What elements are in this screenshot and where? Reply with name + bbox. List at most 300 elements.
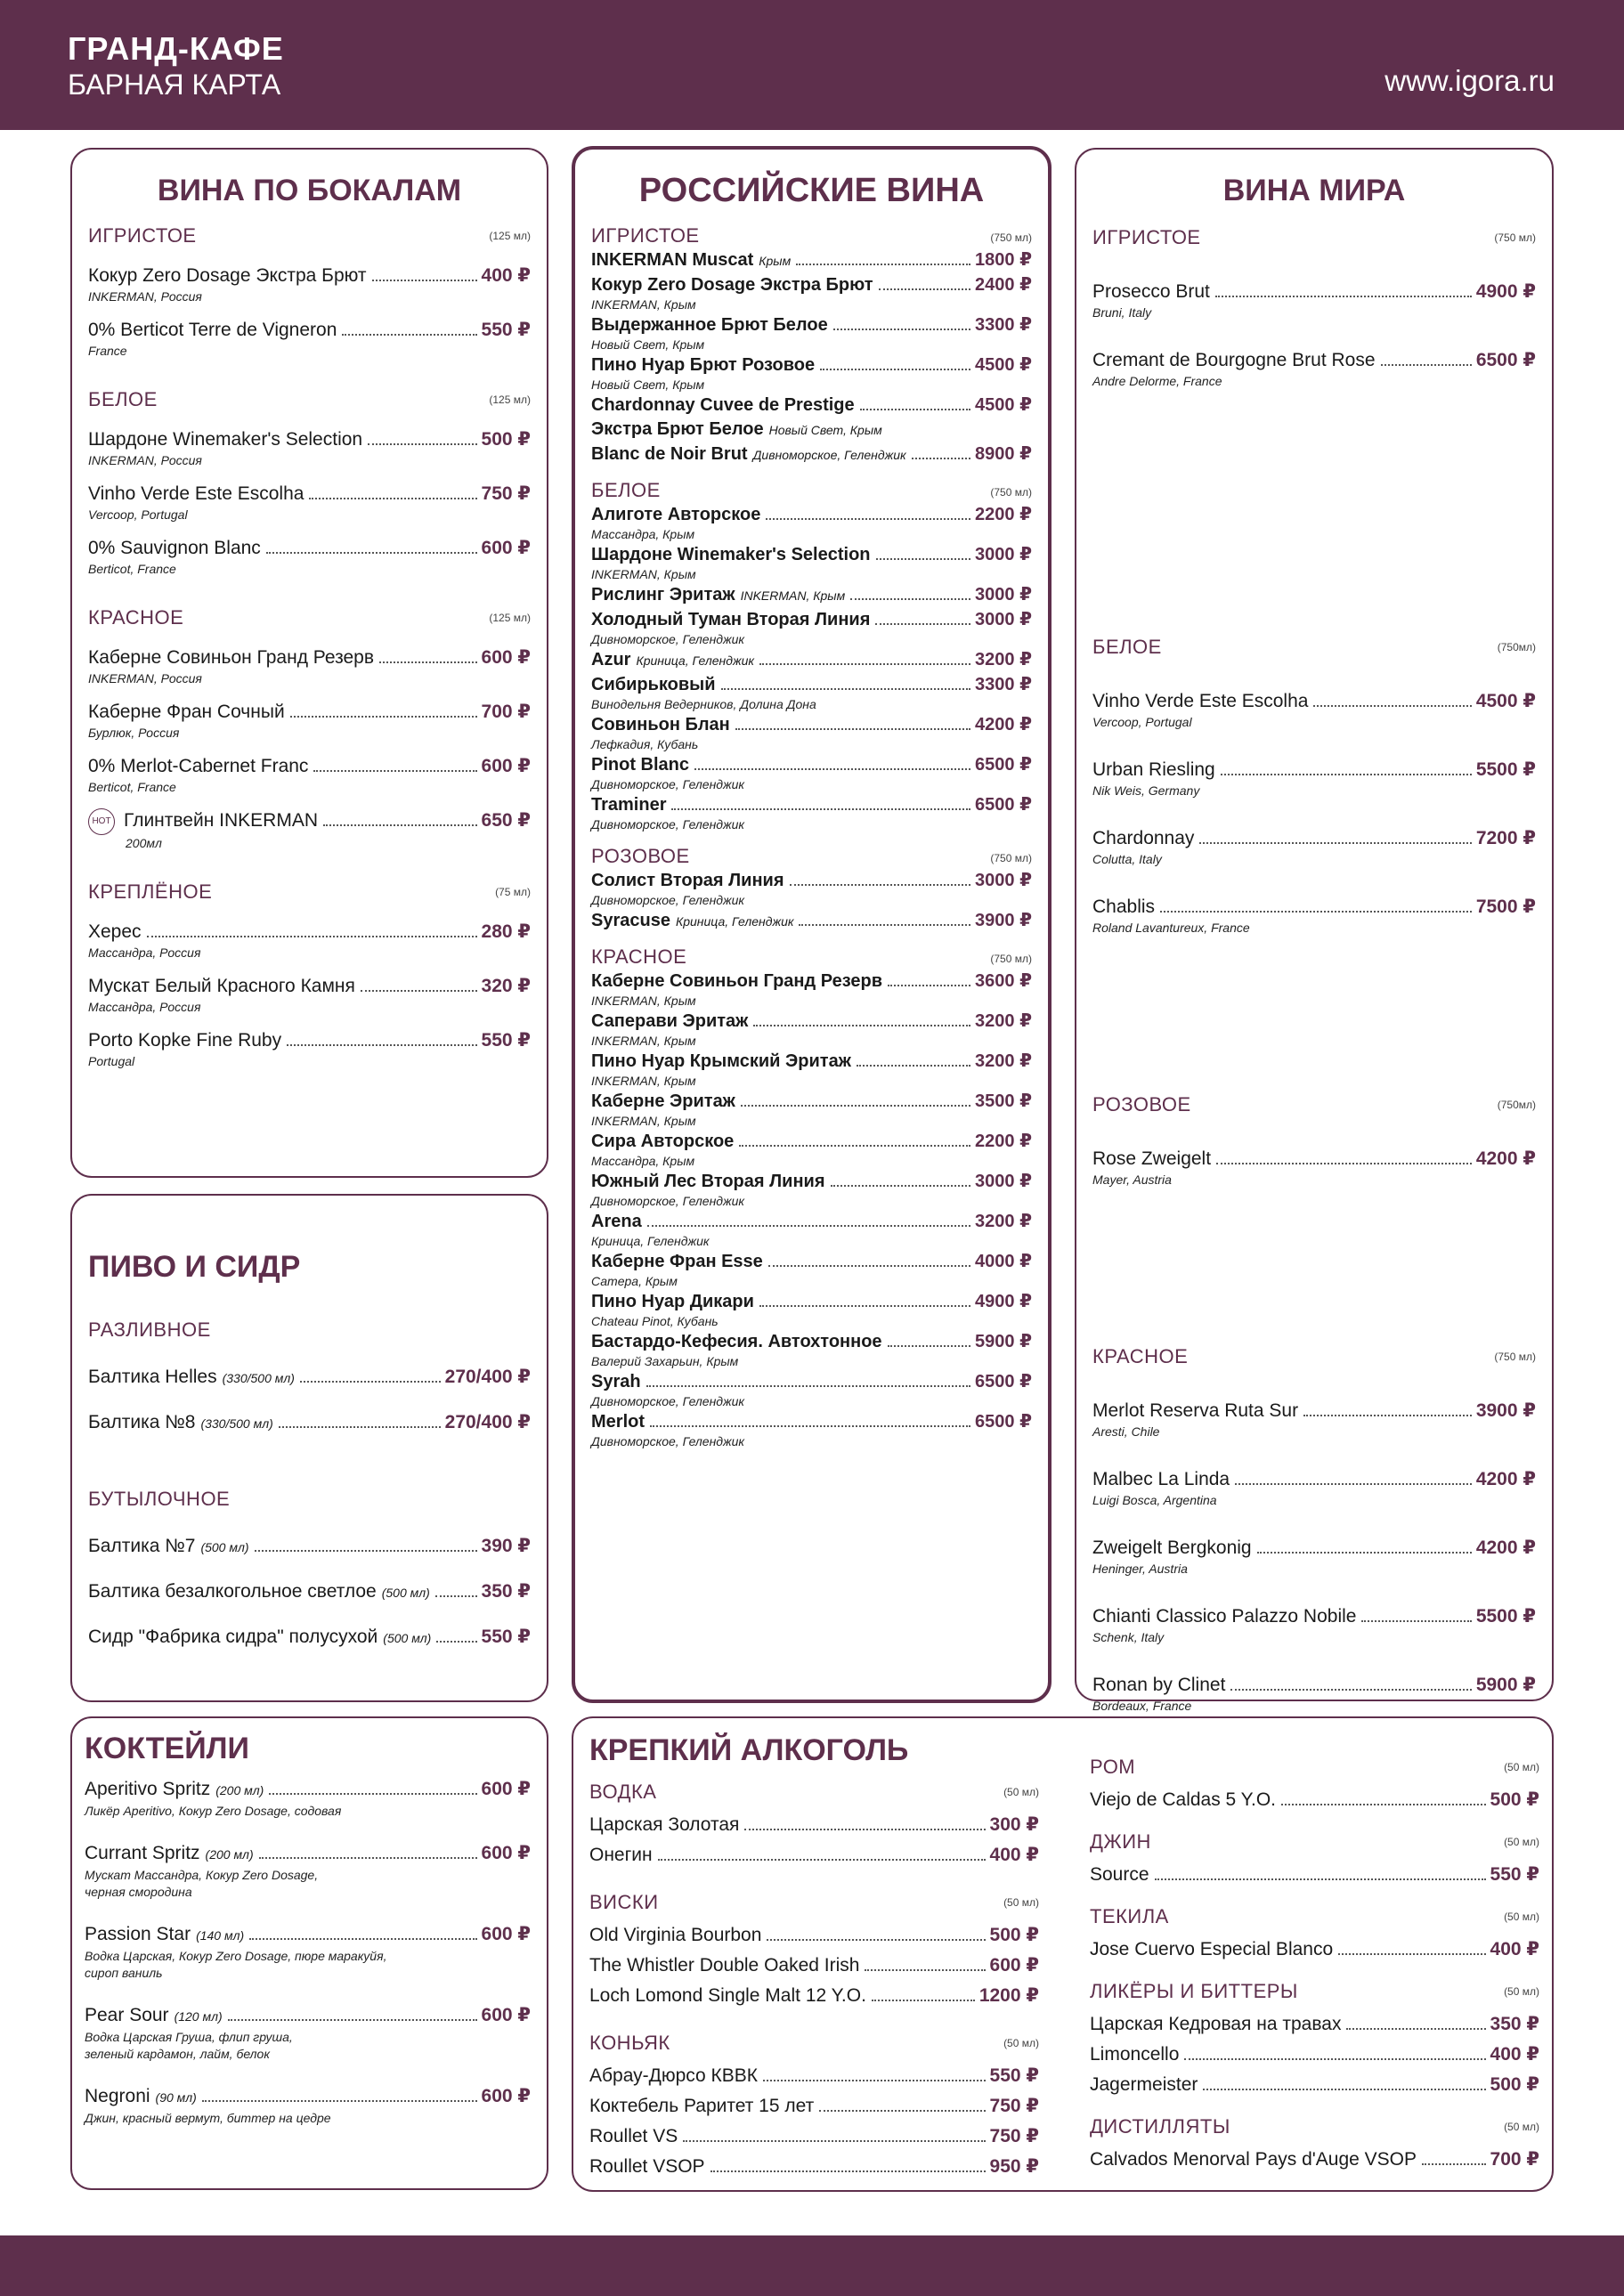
- dot-leader: [1216, 1163, 1472, 1164]
- dot-leader: [888, 1345, 970, 1347]
- item-line: [591, 353, 1032, 377]
- item-line: [591, 1410, 1032, 1433]
- menu-item: [88, 427, 531, 469]
- item-origin: INKERMAN, Крым: [591, 1114, 696, 1128]
- panel-title: ВИНА МИРА: [1222, 174, 1406, 207]
- item-name: Syrah: [591, 1372, 641, 1391]
- menu-item: [591, 1170, 1032, 1209]
- dot-leader: [147, 936, 477, 937]
- item-origin: Новый Свет, Крым: [591, 377, 705, 392]
- item-origin: INKERMAN, Россия: [88, 671, 202, 686]
- site-link[interactable]: www.igora.ru: [1384, 64, 1555, 97]
- item-price: 6500 ₽: [975, 755, 1032, 775]
- item-name: Calvados Menorval Pays d'Auge VSOP: [1090, 2149, 1417, 2170]
- item-price: 500 ₽: [481, 429, 531, 450]
- section-size: (50 мл): [1504, 2121, 1539, 2133]
- item-volume: (140 мл): [196, 1928, 245, 1943]
- section-name: КРЕПЛЁНОЕ: [88, 880, 213, 903]
- item-price: 4900 ₽: [1475, 281, 1536, 302]
- dot-leader: [646, 1385, 970, 1387]
- item-origin: INKERMAN, Крым: [591, 567, 696, 581]
- item-name: Шардоне Winemaker's Selection: [591, 545, 871, 564]
- section-header: [591, 475, 1032, 502]
- section-size: (75 мл): [495, 886, 531, 898]
- item-origin: INKERMAN, Россия: [88, 453, 202, 467]
- item-origin: Массандра, Крым: [591, 1154, 695, 1168]
- section-header: [88, 1482, 531, 1514]
- dot-leader: [767, 1939, 985, 1941]
- panel-cocktails: [70, 1716, 548, 2190]
- item-line: [591, 503, 1032, 526]
- item-price: 5500 ₽: [1475, 759, 1536, 780]
- section-header: [589, 2026, 1039, 2058]
- dot-leader: [1184, 2058, 1485, 2060]
- item-price: 400 ₽: [481, 265, 531, 286]
- item-line: [591, 1170, 1032, 1193]
- item-line: [1092, 348, 1536, 373]
- item-name: Балтика Helles: [88, 1367, 217, 1387]
- menu-item: [591, 1250, 1032, 1289]
- menu-item: [85, 2003, 531, 2063]
- dot-leader: [650, 1425, 970, 1427]
- dot-leader: [875, 623, 970, 625]
- item-origin: Винодельня Ведерников, Долина Дона: [591, 697, 816, 711]
- item-line: [591, 648, 1032, 672]
- item-name: Pinot Blanc: [591, 755, 690, 775]
- item-origin: Дивноморское, Геленджик: [591, 1394, 745, 1408]
- item-price: 400 ₽: [1490, 1939, 1539, 1959]
- item-origin: INKERMAN, Крым: [591, 994, 696, 1008]
- item-line: [88, 1625, 531, 1651]
- dot-leader: [1281, 1804, 1486, 1805]
- item-line: [85, 1922, 531, 1948]
- item-price: 550 ₽: [481, 1030, 531, 1051]
- dot-leader: [266, 552, 477, 554]
- menu-item: [1092, 895, 1536, 937]
- item-line: [1090, 2073, 1539, 2097]
- section-name: БЕЛОЕ: [591, 479, 661, 501]
- item-price: 2200 ₽: [975, 1132, 1032, 1151]
- footer: [0, 2235, 1624, 2296]
- menu-item: [1092, 758, 1536, 799]
- panel-spirits: [572, 1716, 1554, 2192]
- item-name: Cremant de Bourgogne Brut Rose: [1092, 350, 1376, 370]
- item-line: [591, 543, 1032, 566]
- item-price: 2200 ₽: [975, 505, 1032, 524]
- item-line: [589, 1813, 1039, 1838]
- menu-item: [88, 808, 531, 852]
- item-line: [88, 1579, 531, 1605]
- item-line: [591, 753, 1032, 776]
- dot-leader: [1235, 1483, 1472, 1485]
- item-volume: (90 мл): [155, 2090, 197, 2105]
- menu-item: [591, 583, 1032, 607]
- dot-leader: [647, 1225, 970, 1227]
- item-name: Балтика безалкогольное светлое: [88, 1581, 377, 1602]
- section-size: (50 мл): [1504, 1836, 1539, 1848]
- dot-leader: [1338, 1953, 1485, 1955]
- item-name: Холодный Туман Вторая Линия: [591, 610, 871, 629]
- section-size: (750 мл): [990, 852, 1032, 864]
- item-line: [88, 264, 531, 288]
- item-volume: (500 мл): [200, 1540, 249, 1554]
- dot-leader: [759, 1305, 970, 1307]
- dot-leader: [768, 1265, 970, 1267]
- item-price: 350 ₽: [1490, 2014, 1539, 2034]
- item-price: 5900 ₽: [1475, 1675, 1536, 1695]
- item-name: 0% Merlot-Cabernet Franc: [88, 756, 309, 776]
- item-origin: Chateau Pinot, Кубань: [591, 1314, 719, 1328]
- dot-leader: [368, 443, 476, 445]
- item-line: [88, 754, 531, 779]
- menu-item: [591, 393, 1032, 417]
- item-line: [591, 1210, 1032, 1233]
- item-origin: Массандра, Крым: [591, 527, 695, 541]
- section-name: ТЕКИЛА: [1090, 1905, 1169, 1927]
- menu-item: [591, 543, 1032, 582]
- item-line: [88, 1534, 531, 1560]
- item-price: 350 ₽: [481, 1581, 531, 1602]
- item-price: 2400 ₽: [975, 275, 1032, 295]
- item-line: [88, 427, 531, 452]
- item-price: 550 ₽: [481, 320, 531, 340]
- section-header: [1090, 1900, 1539, 1932]
- item-origin: Aresti, Chile: [1092, 1424, 1160, 1439]
- section-name: ИГРИСТОЕ: [1092, 226, 1201, 248]
- menu-item: [88, 1410, 531, 1436]
- dot-leader: [1221, 774, 1472, 775]
- item-name: Пино Нуар Крымский Эритаж: [591, 1051, 851, 1071]
- item-price: 390 ₽: [481, 1536, 531, 1556]
- item-volume: (500 мл): [383, 1631, 432, 1645]
- dot-leader: [372, 280, 477, 281]
- menu-item: [1090, 1862, 1539, 1887]
- section-name: БЕЛОЕ: [1092, 636, 1162, 658]
- item-name: Херес: [88, 921, 142, 942]
- item-line: [88, 318, 531, 343]
- item-origin: Heninger, Austria: [1092, 1562, 1188, 1576]
- dot-leader: [287, 1044, 476, 1046]
- menu-item: [88, 645, 531, 687]
- section-name: ВИСКИ: [589, 1891, 659, 1913]
- item-price: 600 ₽: [481, 538, 531, 558]
- item-price: 320 ₽: [481, 976, 531, 996]
- item-line: [1090, 1937, 1539, 1962]
- item-composition: Джин, красный вермут, биттер на цедре: [85, 2111, 331, 2125]
- menu-item: [1092, 1467, 1536, 1509]
- item-origin-inline: Дивноморское, Геленджик: [752, 448, 906, 462]
- menu-item: [591, 1370, 1032, 1409]
- menu-item: [591, 753, 1032, 792]
- dot-leader: [790, 884, 971, 886]
- menu-item: [88, 1365, 531, 1391]
- dot-leader: [1199, 842, 1471, 844]
- item-line: [85, 2003, 531, 2029]
- item-price: 5900 ₽: [975, 1332, 1032, 1351]
- item-name: Каберне Фран Esse: [591, 1252, 763, 1271]
- item-origin: Дивноморское, Геленджик: [591, 777, 745, 791]
- item-name: Каберне Эритаж: [591, 1091, 735, 1111]
- item-line: [88, 645, 531, 670]
- item-price: 7200 ₽: [1475, 828, 1536, 848]
- item-line: [589, 2154, 1039, 2179]
- dot-leader: [876, 558, 971, 560]
- item-price: 3300 ₽: [975, 675, 1032, 694]
- item-price: 3000 ₽: [975, 585, 1032, 604]
- item-name: Коктебель Раритет 15 лет: [589, 2096, 815, 2116]
- dot-leader: [819, 2110, 985, 2112]
- dot-leader: [361, 990, 477, 992]
- item-name: Рислинг Эритаж: [591, 585, 735, 604]
- item-price: 3500 ₽: [975, 1091, 1032, 1111]
- section-size: (750 мл): [1494, 231, 1536, 244]
- item-name: Loch Lomond Single Malt 12 Y.O.: [589, 1985, 866, 2006]
- section-header: [88, 219, 531, 251]
- menu-item: [591, 1010, 1032, 1049]
- item-name: Traminer: [591, 795, 667, 815]
- item-name: Пино Нуар Дикари: [591, 1292, 754, 1311]
- item-line: [591, 273, 1032, 296]
- item-name: Jose Cuervo Especial Blanco: [1090, 1939, 1334, 1959]
- dot-leader: [763, 2080, 985, 2081]
- item-line: [591, 1250, 1032, 1273]
- item-line: [589, 1953, 1039, 1978]
- item-origin-inline: INKERMAN, Крым: [740, 588, 846, 603]
- section-name: ИГРИСТОЕ: [591, 224, 700, 247]
- item-line: [591, 1290, 1032, 1313]
- item-line: [88, 974, 531, 999]
- dot-leader: [259, 1857, 477, 1859]
- item-origin-inline: Новый Свет, Крым: [768, 423, 882, 437]
- item-name: Limoncello: [1090, 2044, 1180, 2065]
- item-price: 600 ₽: [481, 2005, 531, 2025]
- item-line: [591, 869, 1032, 892]
- item-name: Chablis: [1092, 896, 1156, 917]
- item-name: 0% Berticot Terre de Vigneron: [88, 320, 337, 340]
- item-origin: Nik Weis, Germany: [1092, 783, 1200, 798]
- item-name: Кокур Zero Dosage Экстра Брют: [88, 265, 367, 286]
- dot-leader: [683, 2140, 985, 2142]
- item-price: 500 ₽: [1490, 2074, 1539, 2095]
- dot-leader: [735, 728, 970, 730]
- menu-item: [591, 1290, 1032, 1329]
- item-price: 600 ₽: [481, 2086, 531, 2106]
- section-header: [88, 875, 531, 907]
- item-name: Vinho Verde Este Escolha: [1092, 691, 1309, 711]
- item-price: 8900 ₽: [975, 444, 1032, 464]
- item-origin-inline: Крым: [759, 254, 792, 268]
- item-price: 3000 ₽: [975, 610, 1032, 629]
- dot-leader: [1155, 1878, 1486, 1880]
- menu-item: [591, 503, 1032, 542]
- item-name: Абрау-Дюрсо КВВК: [589, 2065, 759, 2086]
- menu-item: [591, 313, 1032, 353]
- dot-leader: [865, 1969, 985, 1971]
- menu-item: [589, 2094, 1039, 2119]
- item-price: 600 ₽: [481, 756, 531, 776]
- brand: [68, 30, 284, 101]
- item-name: Negroni: [85, 2086, 150, 2106]
- item-line: [591, 248, 1032, 272]
- dot-leader: [850, 598, 970, 600]
- item-name: Viejo de Caldas 5 Y.O.: [1090, 1789, 1276, 1810]
- section-size: (50 мл): [1504, 1761, 1539, 1773]
- menu-item: [1092, 1604, 1536, 1646]
- dot-leader: [255, 1550, 477, 1552]
- header: [0, 0, 1624, 130]
- item-price: 280 ₽: [481, 921, 531, 942]
- item-line: [591, 1370, 1032, 1393]
- item-price: 600 ₽: [481, 1843, 531, 1863]
- item-name: 0% Sauvignon Blanc: [88, 538, 261, 558]
- section-size: (750 мл): [990, 953, 1032, 965]
- item-line: [589, 2124, 1039, 2149]
- dot-leader: [1303, 1415, 1472, 1416]
- item-origin: Дивноморское, Геленджик: [591, 817, 745, 832]
- panel-body: [1092, 221, 1536, 1715]
- item-name: Сибирьковый: [591, 675, 716, 694]
- brand-title: ГРАНД-КАФЕ: [68, 30, 284, 67]
- item-line: [1092, 1399, 1536, 1424]
- item-price: 4200 ₽: [975, 715, 1032, 734]
- menu-item: [85, 2084, 531, 2127]
- item-price: 550 ₽: [1490, 1864, 1539, 1885]
- section-name: РОЗОВОЕ: [591, 845, 690, 867]
- dot-leader: [1346, 2028, 1485, 2030]
- item-volume: (120 мл): [174, 2009, 223, 2024]
- item-origin: Дивноморское, Геленджик: [591, 632, 745, 646]
- section-header: [1092, 630, 1536, 662]
- item-origin: Berticot, France: [88, 562, 176, 576]
- item-name: Merlot Reserva Ruta Sur: [1092, 1400, 1299, 1421]
- section-name: ВОДКА: [589, 1781, 657, 1803]
- item-line: [591, 1090, 1032, 1113]
- item-line: [85, 1777, 531, 1803]
- panel-russian-wines: [572, 146, 1052, 1703]
- section-size: (50 мл): [1003, 1786, 1039, 1798]
- section-header: [1090, 1750, 1539, 1782]
- section-header: [591, 841, 1032, 868]
- item-line: [1090, 2147, 1539, 2172]
- menu-item: [88, 264, 531, 305]
- item-line: [1090, 1862, 1539, 1887]
- item-name: Zweigelt Bergkonig: [1092, 1537, 1252, 1558]
- item-price: 4200 ₽: [1475, 1148, 1536, 1169]
- item-origin: Andre Delorme, France: [1092, 374, 1222, 388]
- item-price: 1800 ₽: [975, 250, 1032, 270]
- menu-item: [589, 1843, 1039, 1868]
- dot-leader: [279, 1426, 441, 1428]
- menu-item: [589, 2154, 1039, 2179]
- item-line: [1092, 895, 1536, 920]
- item-line: [591, 1050, 1032, 1073]
- item-name: Roullet VS: [589, 2126, 678, 2146]
- section-header: [1090, 1975, 1539, 2007]
- item-line: [1092, 1467, 1536, 1492]
- item-name: Выдержанное Брют Белое: [591, 315, 828, 335]
- section-name: РОМ: [1090, 1756, 1136, 1778]
- dot-leader: [888, 985, 970, 986]
- section-size: (50 мл): [1504, 1985, 1539, 1998]
- item-origin-inline: Криница, Геленджик: [636, 653, 754, 668]
- menu-item: [88, 1579, 531, 1605]
- item-line: [1092, 1536, 1536, 1561]
- section-size: (125 мл): [489, 393, 531, 406]
- item-name: Саперави Эритаж: [591, 1011, 749, 1031]
- menu-item: [1092, 280, 1536, 321]
- section-size: (750 мл): [990, 486, 1032, 499]
- item-volume: (200 мл): [215, 1783, 264, 1797]
- section-size: (750 мл): [1494, 1351, 1536, 1363]
- section-name: ЛИКЁРЫ И БИТТЕРЫ: [1090, 1980, 1298, 2002]
- panel-beer-cider: [70, 1194, 548, 1702]
- menu-item: [589, 2064, 1039, 2089]
- section-size: (125 мл): [489, 230, 531, 242]
- panel-body: [88, 219, 531, 1070]
- item-name: Chianti Classico Palazzo Nobile: [1092, 1606, 1357, 1627]
- menu-item: [591, 608, 1032, 647]
- menu-item: [1092, 689, 1536, 731]
- item-line: [85, 2084, 531, 2110]
- menu-item: [591, 713, 1032, 752]
- item-price: 7500 ₽: [1475, 896, 1536, 917]
- menu-item: [1092, 348, 1536, 390]
- item-price: 3600 ₽: [975, 971, 1032, 991]
- dot-leader: [799, 924, 970, 926]
- menu-item: [591, 673, 1032, 712]
- item-line: [591, 1130, 1032, 1153]
- section-header: [591, 221, 1032, 247]
- item-line: [88, 1028, 531, 1053]
- item-line: [88, 700, 531, 725]
- dot-leader: [694, 768, 970, 770]
- section-header: [88, 601, 531, 633]
- item-origin: Colutta, Italy: [1092, 852, 1162, 866]
- item-name: Porto Kopke Fine Ruby: [88, 1030, 282, 1051]
- item-line: [1092, 1673, 1536, 1698]
- item-name: Алиготе Авторское: [591, 505, 761, 524]
- section-name: КОНЬЯК: [589, 2032, 670, 2054]
- panel-title: РОССИЙСКИЕ ВИНА: [638, 172, 985, 209]
- item-name: Балтика №8: [88, 1412, 196, 1432]
- dot-leader: [269, 1793, 476, 1795]
- dot-leader: [820, 369, 970, 370]
- item-name: Царская Золотая: [589, 1814, 740, 1835]
- section-size: (125 мл): [489, 612, 531, 624]
- item-name: Source: [1090, 1864, 1149, 1885]
- item-price: 6500 ₽: [975, 1412, 1032, 1432]
- section-size: (750мл): [1497, 1099, 1536, 1111]
- menu-item: [589, 1813, 1039, 1838]
- dot-leader: [741, 1105, 970, 1107]
- item-name: Шардоне Winemaker's Selection: [88, 429, 363, 450]
- menu-item: [1090, 2012, 1539, 2037]
- item-name: Pear Sour: [85, 2005, 169, 2025]
- section-size: (50 мл): [1003, 1896, 1039, 1909]
- panel-wines-by-glass: [70, 148, 548, 1178]
- item-name: Солист Вторая Линия: [591, 871, 784, 890]
- menu-item: [591, 648, 1032, 672]
- panel-body: [85, 1777, 531, 2127]
- item-price: 1200 ₽: [978, 1985, 1039, 2006]
- item-price: 4000 ₽: [975, 1252, 1032, 1271]
- section-name: РАЗЛИВНОЕ: [88, 1318, 211, 1341]
- section-header: [589, 1775, 1039, 1807]
- section-header: [88, 383, 531, 415]
- item-line: [591, 418, 1032, 442]
- item-price: 3000 ₽: [975, 545, 1032, 564]
- item-origin: Валерий Захарьин, Крым: [591, 1354, 739, 1368]
